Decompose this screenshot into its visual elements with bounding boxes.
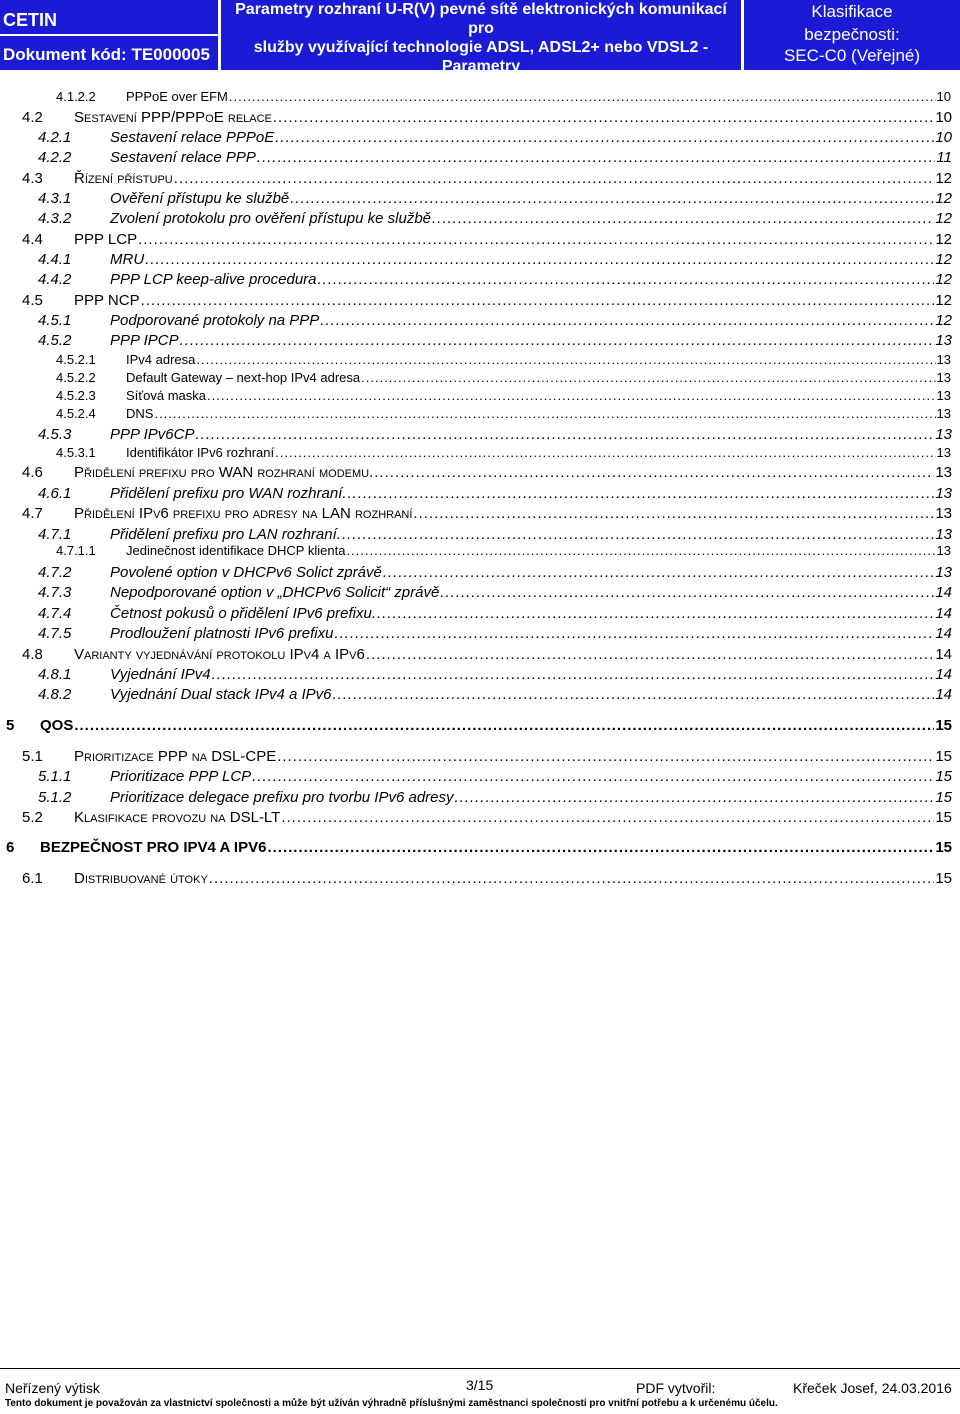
toc-dot-leader [207,388,936,403]
toc-dot-leader [138,231,934,248]
document-title-line: vyšších vrstev [425,77,537,94]
toc-entry-number: 4.7 [22,505,43,522]
toc-entry-title: Prioritizace PPP LCP [110,768,252,785]
toc-entry-title: Síťová maska [126,388,207,403]
toc-entry-title: Klasifikace provozu na DSL-LT [74,809,281,826]
toc-dot-leader [440,584,934,601]
company-logo: CETIN [3,10,57,30]
toc-dot-leader [281,809,934,826]
document-title-line: Parametry rozhraní U-R(V) pevné sítě elektronických komunikací pro [235,1,727,37]
toc-dot-leader [334,625,934,642]
toc-dot-leader [275,129,934,146]
toc-entry-page: 14 [935,646,952,663]
toc-dot-leader [229,89,936,104]
toc-entry[interactable] [56,388,951,403]
toc-entry[interactable] [38,332,952,349]
toc-entry-page: 13 [936,370,951,385]
classification-label: bezpečnosti: [804,25,900,44]
toc-entry[interactable] [38,312,952,329]
toc-entry-number: 4.4 [22,231,43,248]
toc-entry-number: 4.6 [22,464,43,481]
toc-entry[interactable] [56,543,951,558]
toc-entry-page: 12 [935,190,952,207]
toc-entry-number: 4.7.1.1 [56,543,96,558]
toc-entry[interactable] [56,370,951,385]
toc-entry-number: 4.2.2 [38,149,72,166]
toc-dot-leader [383,564,935,581]
toc-entry-title: DNS [126,406,154,421]
toc-entry-number: 4.3 [22,170,43,187]
toc-entry-number: 4.3.1 [38,190,72,207]
toc-entry-number: 4.5.2 [38,332,72,349]
toc-entry-title: PPP LCP [74,231,138,248]
classification-value: SEC-C0 (Veřejné) [783,46,921,65]
toc-entry-page: 13 [936,388,951,403]
toc-dot-leader [196,352,935,367]
toc-dot-leader [377,605,934,622]
toc-entry-page: 12 [935,312,952,329]
toc-entry[interactable] [6,839,952,856]
toc-entry[interactable] [38,129,952,146]
toc-dot-leader [174,170,935,187]
toc-entry-page: 15 [935,870,952,887]
toc-entry[interactable] [38,584,952,601]
toc-dot-leader [141,292,935,309]
toc-entry-page: 11 [936,149,952,166]
toc-dot-leader [361,370,935,385]
document-title-line: služby využívající technologie ADSL, ADSL2+ nebo VDSL2 - Parametry [253,39,709,75]
toc-entry-number: 4.4.2 [38,271,72,288]
toc-entry-title: PPP NCP [74,292,140,309]
toc-entry[interactable] [56,352,951,367]
toc-entry-page: 13 [935,564,952,581]
toc-entry-title: PPP LCP keep-alive procedura [110,271,317,288]
print-status: Neřízený výtisk [5,1380,100,1396]
toc-entry-page: 13 [935,485,952,502]
toc-entry-page: 15 [935,809,952,826]
toc-entry-page: 13 [935,526,952,543]
document-footer [0,1368,960,1414]
page-number: 3/15 [466,1377,494,1393]
toc-entry[interactable] [38,666,952,683]
toc-entry-page: 13 [935,464,952,481]
toc-entry-title: Četnost pokusů o přidělení IPv6 prefixu. [110,605,376,622]
toc-entry[interactable] [38,251,952,268]
document-code: Dokument kód: TE000005 [3,45,210,64]
toc-entry-title: Řízení přístupu [74,170,173,187]
toc-entry-page: 14 [935,605,952,622]
toc-entry-number: 4.7.2 [38,564,72,581]
toc-entry[interactable] [56,445,951,460]
toc-entry[interactable] [38,625,952,642]
toc-entry-title: BEZPEČNOST PRO IPV4 A IPV6 [40,839,267,856]
toc-entry[interactable] [22,292,952,309]
toc-entry-title: Zvolení protokolu pro ověření přístupu ke službě [110,210,432,227]
toc-entry-number: 5 [6,717,15,734]
toc-entry-page: 12 [935,231,952,248]
toc-entry[interactable] [22,170,952,187]
toc-entry-number: 4.5.3 [38,426,72,443]
toc-entry-page: 13 [936,445,951,460]
toc-entry-number: 4.1.2.2 [56,89,96,104]
toc-entry-page: 14 [935,686,952,703]
toc-entry-number: 4.5.2.1 [56,352,96,367]
toc-entry-page: 15 [935,789,952,806]
toc-entry[interactable] [38,149,952,166]
toc-entry-title: Přidělení IPv6 prefixu pro adresy na LAN rozhraní [74,505,413,522]
toc-entry-number: 4.5 [22,292,43,309]
toc-entry-page: 12 [935,170,952,187]
toc-entry-number: 6 [6,839,15,856]
toc-entry-title: Přidělení prefixu pro LAN rozhraní. [110,526,341,543]
toc-entry-number: 4.2 [22,109,43,126]
toc-dot-leader [320,312,934,329]
toc-dot-leader [342,526,934,543]
toc-entry-title: MRU [110,251,145,268]
toc-entry-number: 4.6.1 [38,485,72,502]
toc-dot-leader [346,543,935,558]
toc-entry-number: 4.7.4 [38,605,72,622]
toc-entry-page: 13 [936,543,951,558]
toc-dot-leader [252,768,934,785]
footer-divider [0,1368,960,1369]
toc-entry-page: 15 [935,717,952,734]
toc-entry-number: 4.5.2.2 [56,370,96,385]
toc-entry-title: Vyjednání IPv4 [110,666,211,683]
toc-entry-title: Vyjednání Dual stack IPv4 a IPv6 [110,686,332,703]
toc-entry-number: 4.5.1 [38,312,72,329]
toc-entry-title: Přidělení prefixu pro WAN rozhraní modemu. [74,464,374,481]
toc-dot-leader [180,332,935,349]
toc-entry-number: 5.1.1 [38,768,72,785]
toc-entry[interactable] [22,464,952,481]
author-and-date: Křeček Josef, 24.03.2016 [793,1380,952,1396]
toc-entry-title: PPP IPv6CP [110,426,195,443]
ownership-notice: Tento dokument je považován za vlastnictví společnosti a může být užíván výhradně příslušnými zaměstnanci společnosti pro vnitřní potřebu a k určenému účelu. [5,1398,778,1409]
toc-dot-leader [333,686,935,703]
toc-entry-number: 4.2.1 [38,129,72,146]
toc-entry[interactable] [38,768,952,785]
toc-entry-title: Identifikátor IPv6 rozhraní [126,445,275,460]
toc-entry-page: 10 [935,129,952,146]
toc-entry[interactable] [38,190,952,207]
toc-entry-title: Default Gateway – next-hop IPv4 adresa [126,370,361,385]
toc-entry-page: 13 [935,426,952,443]
toc-entry[interactable] [38,210,952,227]
toc-entry-title: Sestavení relace PPPoE [110,129,275,146]
toc-entry-page: 15 [935,748,952,765]
toc-entry-number: 4.5.2.4 [56,406,96,421]
pdf-author-label: PDF vytvořil: [636,1380,716,1396]
toc-entry-page: 12 [935,210,952,227]
toc-entry-page: 10 [935,109,952,126]
toc-entry-title: PPPoE over EFM [126,89,228,104]
toc-entry-number: 4.3.2 [38,210,72,227]
toc-dot-leader [413,505,934,522]
toc-dot-leader [209,870,935,887]
toc-dot-leader [348,485,935,502]
toc-entry[interactable] [6,717,952,734]
toc-dot-leader [145,251,934,268]
toc-entry-number: 6.1 [22,870,43,887]
toc-dot-leader [455,789,935,806]
toc-entry-title: Jedinečnost identifikace DHCP klienta [126,543,346,558]
toc-entry-number: 5.2 [22,809,43,826]
toc-entry-number: 4.5.2.3 [56,388,96,403]
toc-dot-leader [74,717,934,734]
toc-dot-leader [366,646,934,663]
toc-entry-number: 4.7.5 [38,625,72,642]
toc-entry-title: Sestavení relace PPP [110,149,256,166]
toc-entry[interactable] [22,505,952,522]
toc-entry-title: Distribuované útoky [74,870,208,887]
toc-entry[interactable] [56,406,951,421]
toc-entry[interactable] [22,109,952,126]
toc-entry-number: 5.1.2 [38,789,72,806]
toc-entry-page: 14 [935,666,952,683]
toc-entry-number: 4.8.1 [38,666,72,683]
toc-entry-page: 12 [935,292,952,309]
toc-entry-page: 13 [935,505,952,522]
toc-entry[interactable] [38,271,952,288]
toc-entry-number: 5.1 [22,748,43,765]
toc-dot-leader [154,406,935,421]
toc-dot-leader [275,445,935,460]
toc-entry[interactable] [38,789,952,806]
toc-entry[interactable] [56,89,951,104]
toc-entry-title: IPv4 adresa [126,352,196,367]
toc-entry-number: 4.8.2 [38,686,72,703]
classification-label: Klasifikace [811,2,893,21]
toc-entry-number: 4.7.1 [38,526,72,543]
toc-entry[interactable] [38,605,952,622]
toc-dot-leader [290,190,934,207]
toc-entry-page: 15 [935,768,952,785]
toc-entry-title: Přidělení prefixu pro WAN rozhraní. [110,485,347,502]
toc-entry[interactable] [22,748,952,765]
toc-entry-page: 13 [936,352,951,367]
toc-dot-leader [432,210,934,227]
toc-entry-page: 14 [935,584,952,601]
toc-entry-title: QOS [40,717,74,734]
toc-entry[interactable] [38,426,952,443]
toc-entry-page: 13 [936,406,951,421]
toc-entry[interactable] [38,485,952,502]
toc-entry[interactable] [38,526,952,543]
toc-entry-title: Nepodporované option v „DHCPv6 Solicit“ zprávě [110,584,440,601]
toc-entry[interactable] [22,646,952,663]
toc-entry-page: 12 [935,251,952,268]
toc-dot-leader [273,109,934,126]
toc-entry-title: Varianty vyjednávání protokolu IPv4 a IPv6 [74,646,365,663]
toc-dot-leader [318,271,935,288]
toc-entry-title: Povolené option v DHCPv6 Solict zprávě [110,564,382,581]
toc-dot-leader [267,839,934,856]
toc-entry[interactable] [38,564,952,581]
toc-entry-page: 14 [935,625,952,642]
toc-dot-leader [195,426,934,443]
toc-entry-number: 4.4.1 [38,251,72,268]
toc-dot-leader [212,666,935,683]
toc-entry-title: Prioritizace delegace prefixu pro tvorbu IPv6 adresy [110,789,454,806]
toc-entry-page: 10 [936,89,951,104]
toc-entry[interactable] [22,231,952,248]
toc-entry-number: 4.7.3 [38,584,72,601]
toc-entry[interactable] [22,809,952,826]
toc-dot-leader [257,149,936,166]
toc-entry-title: Podporované protokoly na PPP [110,312,320,329]
toc-entry-number: 4.8 [22,646,43,663]
toc-entry-title: Prioritizace PPP na DSL-CPE [74,748,277,765]
toc-entry-page: 13 [935,332,952,349]
toc-entry[interactable] [38,686,952,703]
toc-entry-title: Ověření přístupu ke službě [110,190,290,207]
toc-entry[interactable] [22,870,952,887]
toc-dot-leader [277,748,934,765]
toc-dot-leader [374,464,934,481]
toc-entry-page: 12 [935,271,952,288]
toc-entry-title: Sestavení PPP/PPPoE relace [74,109,272,126]
toc-entry-title: Prodloužení platnosti IPv6 prefixu [110,625,334,642]
toc-entry-number: 4.5.3.1 [56,445,96,460]
toc-entry-page: 15 [935,839,952,856]
toc-entry-title: PPP IPCP [110,332,179,349]
